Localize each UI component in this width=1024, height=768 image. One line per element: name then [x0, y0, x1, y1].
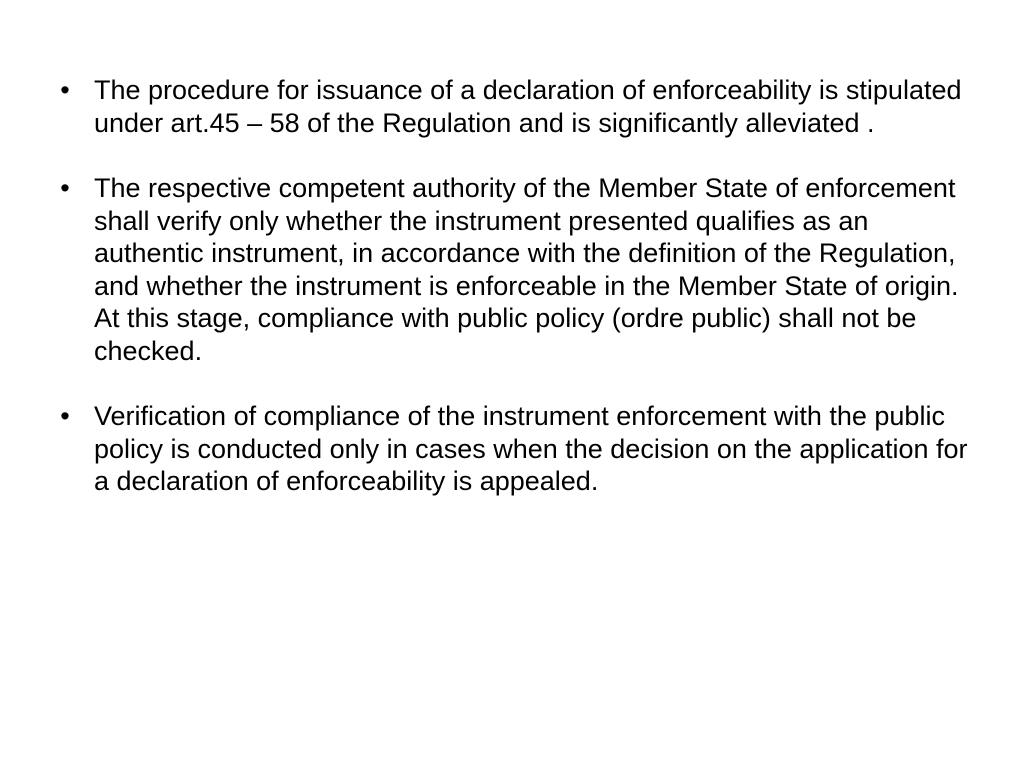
bullet-marker: • — [60, 173, 70, 203]
bullet-marker: • — [60, 401, 70, 431]
bullet-text: The procedure for issuance of a declaration of enforceability is stipulated under art.45 – 58 of the Regulation and is significantly alleviated . — [94, 75, 962, 138]
bullet-text: Verification of compliance of the instrument enforcement with the public policy is conducted only in cases when the decision on the application for a declaration of enforceability is appealed. — [94, 401, 968, 496]
bullet-item — [54, 74, 974, 139]
bullet-item — [54, 172, 974, 367]
bullet-item — [54, 400, 974, 498]
bullet-text: The respective competent authority of the Member State of enforcement shall verify only whether the instrument presented qualifies as an authentic instrument, in accordance with the definition of the Regulation, and whether the instrument is enforceable in the Member State of origin. At this stage, compliance with public policy (ordre public) shall not be checked. — [94, 173, 959, 366]
bullet-marker: • — [60, 75, 70, 105]
bullet-list — [54, 74, 974, 498]
